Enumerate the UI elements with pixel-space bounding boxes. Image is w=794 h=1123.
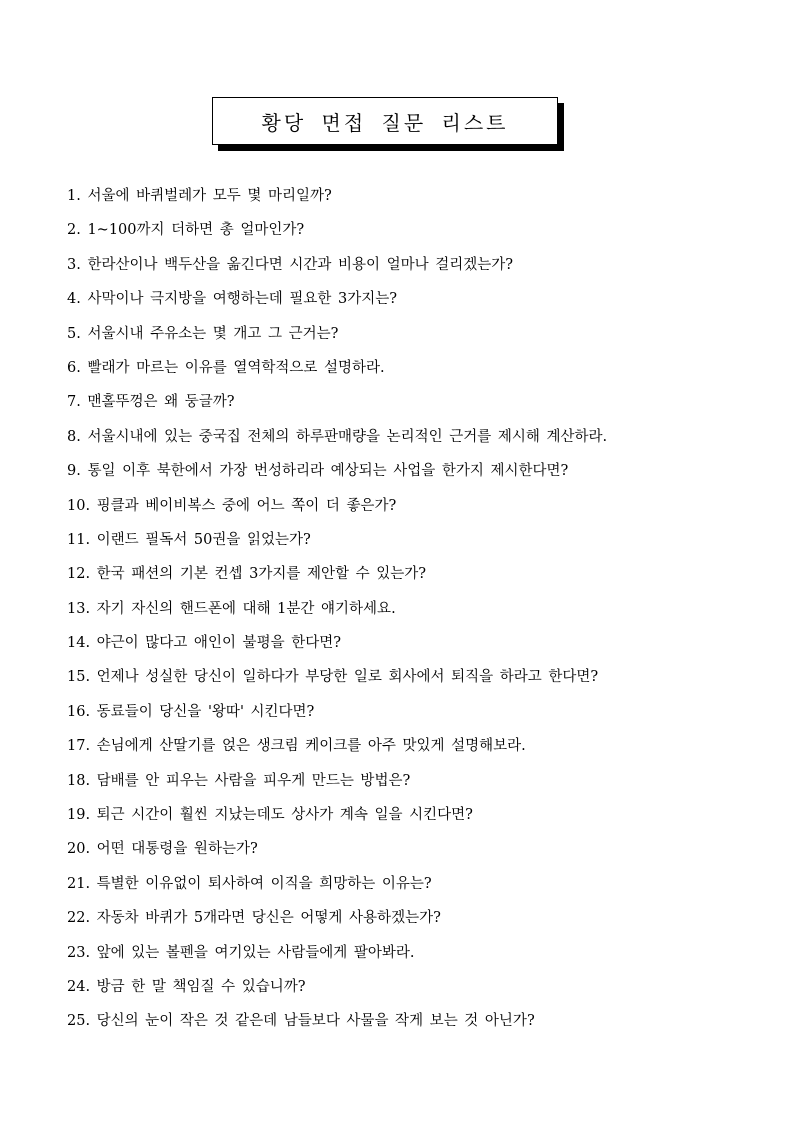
question-text: 서울시내 주유소는 몇 개고 그 근거는? xyxy=(87,325,339,342)
question-text: 핑클과 베이비복스 중에 어느 쪽이 더 좋은가? xyxy=(96,497,397,514)
question-text: 자동차 바퀴가 5개라면 당신은 어떻게 사용하겠는가? xyxy=(96,910,441,927)
question-item xyxy=(67,904,767,938)
question-item xyxy=(67,320,767,354)
question-text: 빨래가 마르는 이유를 열역학적으로 설명하라. xyxy=(87,359,385,376)
question-text: 서울시내에 있는 중국집 전체의 하루판매량을 논리적인 근거를 제시해 계산하라. xyxy=(87,428,608,445)
question-number: 5. xyxy=(67,325,81,342)
question-item xyxy=(67,698,767,732)
question-text: 당신의 눈이 작은 것 같은데 남들보다 사물을 작게 보는 것 아닌가? xyxy=(96,1013,535,1030)
question-list xyxy=(67,182,767,1042)
question-item xyxy=(67,767,767,801)
question-item xyxy=(67,285,767,319)
question-number: 8. xyxy=(67,428,81,445)
question-number: 14. xyxy=(67,635,91,652)
question-number: 10. xyxy=(67,497,91,514)
question-item xyxy=(67,939,767,973)
question-number: 13. xyxy=(67,600,91,617)
question-number: 12. xyxy=(67,566,91,583)
question-number: 22. xyxy=(67,910,91,927)
question-item xyxy=(67,1007,767,1041)
question-item xyxy=(67,251,767,285)
question-item xyxy=(67,388,767,422)
question-number: 20. xyxy=(67,841,91,858)
question-text: 특별한 이유없이 퇴사하여 이직을 희망하는 이유는? xyxy=(96,875,432,892)
question-number: 18. xyxy=(67,772,91,789)
question-number: 21. xyxy=(67,875,91,892)
question-number: 1. xyxy=(67,188,81,204)
question-item xyxy=(67,216,767,250)
question-number: 9. xyxy=(67,463,81,480)
question-text: 언제나 성실한 당신이 일하다가 부당한 일로 회사에서 퇴직을 하라고 한다면? xyxy=(96,669,599,686)
question-number: 6. xyxy=(67,359,81,376)
question-item xyxy=(67,526,767,560)
question-number: 15. xyxy=(67,669,91,686)
question-text: 자기 자신의 핸드폰에 대해 1분간 얘기하세요. xyxy=(96,600,396,617)
question-item xyxy=(67,423,767,457)
question-item xyxy=(67,663,767,697)
question-item xyxy=(67,732,767,766)
question-text: 사막이나 극지방을 여행하는데 필요한 3가지는? xyxy=(87,291,398,308)
question-text: 동료들이 당신을 '왕따' 시킨다면? xyxy=(96,703,315,720)
question-number: 25. xyxy=(67,1013,91,1030)
question-text: 한국 패션의 기본 컨셉 3가지를 제안할 수 있는가? xyxy=(96,566,427,583)
page-title: 황당 면접 질문 리스트 xyxy=(212,97,558,145)
question-text: 앞에 있는 볼펜을 여기있는 사람들에게 팔아봐라. xyxy=(96,944,415,961)
question-item xyxy=(67,629,767,663)
question-item xyxy=(67,182,767,216)
question-item xyxy=(67,492,767,526)
question-text: 한라산이나 백두산을 옮긴다면 시간과 비용이 얼마나 걸리겠는가? xyxy=(87,256,514,273)
question-text: 통일 이후 북한에서 가장 번성하리라 예상되는 사업을 한가지 제시한다면? xyxy=(87,463,569,480)
question-item xyxy=(67,457,767,491)
question-number: 23. xyxy=(67,944,91,961)
question-number: 16. xyxy=(67,703,91,720)
question-item xyxy=(67,801,767,835)
question-number: 24. xyxy=(67,978,91,995)
question-item xyxy=(67,560,767,594)
question-text: 맨홀뚜껑은 왜 둥글까? xyxy=(87,394,235,411)
question-number: 2. xyxy=(67,222,81,239)
question-number: 3. xyxy=(67,256,81,273)
question-text: 이랜드 필독서 50권을 읽었는가? xyxy=(96,531,311,548)
title-frame xyxy=(212,97,570,155)
question-text: 서울에 바퀴벌레가 모두 몇 마리일까? xyxy=(87,188,332,204)
question-number: 4. xyxy=(67,291,81,308)
question-item xyxy=(67,835,767,869)
question-number: 17. xyxy=(67,738,91,755)
question-number: 11. xyxy=(67,531,91,548)
question-text: 어떤 대통령을 원하는가? xyxy=(96,841,258,858)
question-text: 퇴근 시간이 훨씬 지났는데도 상사가 계속 일을 시킨다면? xyxy=(96,807,473,824)
question-text: 1~100까지 더하면 총 얼마인가? xyxy=(87,222,305,239)
question-number: 19. xyxy=(67,807,91,824)
question-text: 담배를 안 피우는 사람을 피우게 만드는 방법은? xyxy=(96,772,411,789)
question-number: 7. xyxy=(67,394,81,411)
question-item xyxy=(67,973,767,1007)
question-text: 야근이 많다고 애인이 불평을 한다면? xyxy=(96,635,341,652)
question-item xyxy=(67,354,767,388)
question-item xyxy=(67,870,767,904)
question-text: 손님에게 산딸기를 얹은 생크림 케이크를 아주 맛있게 설명해보라. xyxy=(96,738,526,755)
question-item xyxy=(67,595,767,629)
question-text: 방금 한 말 책임질 수 있습니까? xyxy=(96,978,306,995)
